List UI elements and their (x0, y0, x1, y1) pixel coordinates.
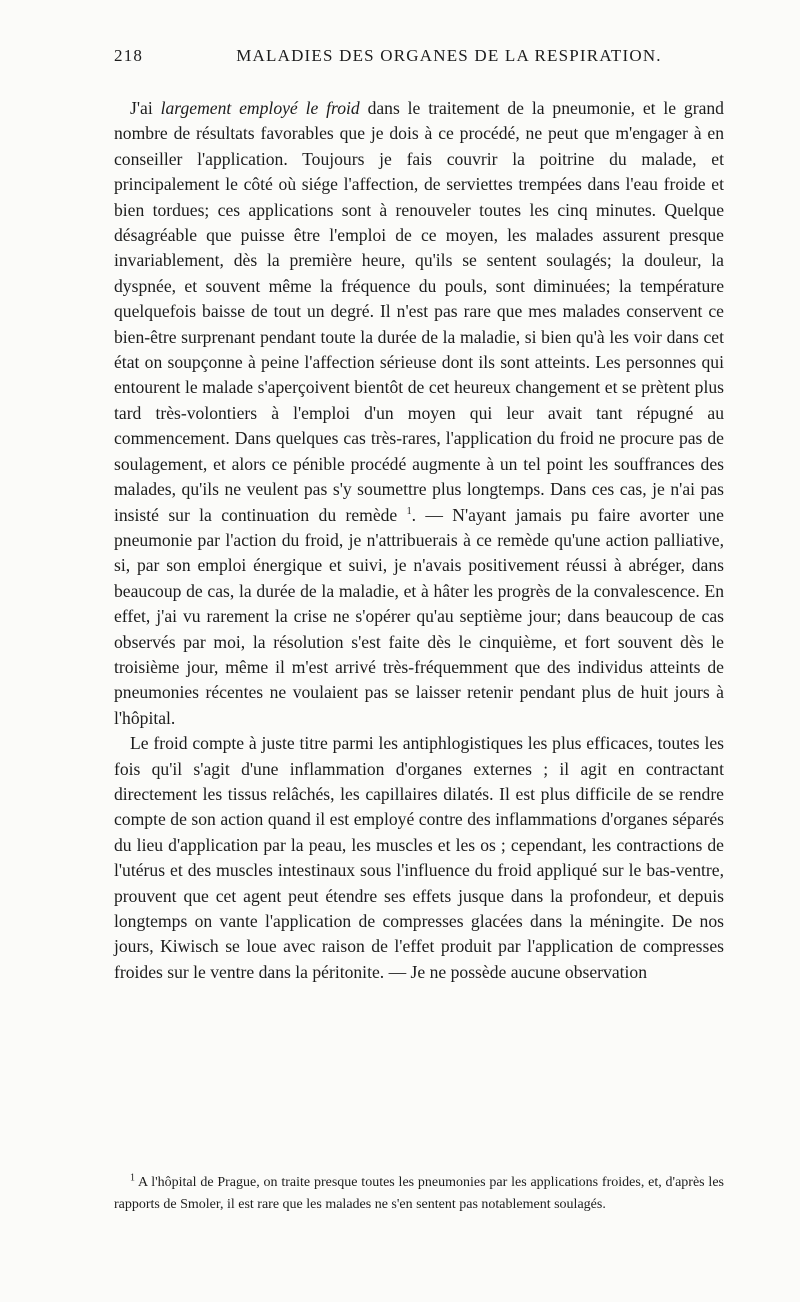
paragraph-2: Le froid compte à juste titre parmi les antiphlogistiques les plus efficaces, toutes les fois qu'il s'agit d'une inflammation d'organes externes ; il agit en contractant directement les tissus relâchés, les capillaires dilatés. Il est plus difficile de se rendre compte de son action quand il est employé contre des inflammations d'organes séparés du lieu d'application par la peau, les muscles et les os ; cependant, les contractions de l'utérus et des muscles intestinaux sous l'influence du froid appliqué sur le bas-ventre, prouvent que cet agent peut étendre ses effets jusque dans la profondeur, et depuis longtemps on vante l'application de compresses glacées dans la méningite. De nos jours, Kiwisch se loue avec raison de l'effet produit par l'application de compresses froides sur le ventre dans la péritonite. — Je ne possède aucune observation (114, 733, 724, 982)
footnote-reference[interactable]: 1 (406, 505, 412, 517)
paragraph-1 (114, 96, 724, 731)
footnote-marker: 1 (130, 1172, 135, 1184)
footnotes (114, 1172, 724, 1216)
footnote-text: A l'hôpital de Prague, on traite presque toutes les pneumonies par les applications froides, et, d'après les rapports de Smoler, il est rare que les malades ne s'en sentent pas notablement soulagés. (114, 1175, 724, 1212)
running-head (114, 46, 724, 72)
paragraph-1-text-after: . — N'ayant jamais pu faire avorter une pneumonie par l'action du froid, je n'attribuerais à ce remède qu'une action palliative, si, par son emploi énergique et suivi, je n'avais positivement réussi à abréger, dans beaucoup de cas, la durée de la maladie, et à hâter les progrès de la convalescence. En effet, j'ai vu rarement la crise ne s'opérer qu'au septième jour; dans beaucoup de cas observés par moi, la résolution s'est faite dès le cinquième, et fort souvent dès le troisième jour, même il m'est arrivé très-fréquemment que des individus atteints de pneumonies récentes ne voulaient pas se laisser retenir pendant plus de huit jours à l'hôpital. (114, 504, 724, 728)
page-number: 218 (114, 46, 144, 65)
paragraph-1-text: dans le traitement de la pneumonie, et le grand nombre de résultats favorables que je dois à ce procédé, ne peut que m'engager à en conseiller l'application. Toujours je fais couvrir la poitrine du malade, et principalement le côté où siége l'affection, de serviettes trempées dans l'eau froide et bien tordues; ces applications sont à renouveler toutes les cinq minutes. Quelque désagréable que puisse être l'emploi de ce moyen, les malades assurent presque invariablement, dès la première heure, qu'ils se sentent soulagés; la douleur, la dyspnée, et souvent même la fréquence du pouls, sont diminuées; la température quelquefois baisse de tout un degré. Il n'est pas rare que mes malades conservent ce bien-être surprenant pendant toute la durée de la maladie, si bien qu'à les voir dans cet état on soupçonne à peine l'affection sérieuse dont ils sont atteints. Les personnes qui entourent le malade s'aperçoivent bientôt de cet heureux changement et se prètent plus tard très-volontiers à l'emploi d'un moyen qui leur avait tant répugné au commencement. Dans quelques cas très-rares, l'application du froid ne procure pas de soulagement, et alors ce pénible procédé augmente à un tel point les souffrances des malades, qu'ils ne veulent pas s'y soumettre plus longtemps. Dans ces cas, je n'ai pas insisté sur la continuation du remède (114, 98, 724, 525)
paragraph-1-lead: J'ai (130, 98, 153, 118)
body-text (114, 96, 724, 985)
footnote-1 (114, 1172, 724, 1216)
paragraph-1-emphasis: largement employé le froid (160, 98, 360, 118)
running-title: MALADIES DES ORGANES DE LA RESPIRATION. (236, 46, 662, 65)
